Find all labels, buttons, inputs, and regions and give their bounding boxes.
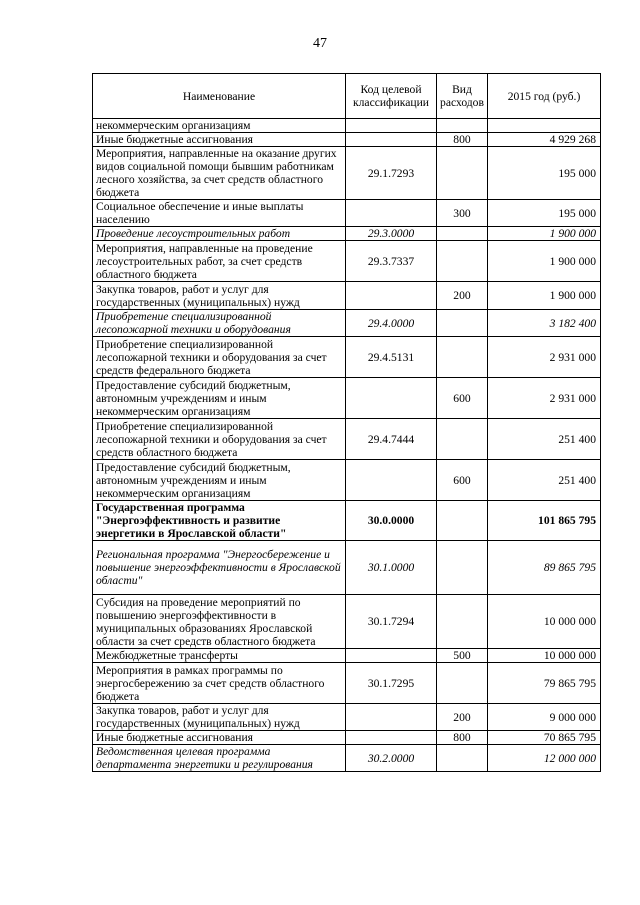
cell-code: 29.4.5131	[346, 337, 437, 378]
cell-name: Иные бюджетные ассигнования	[93, 731, 346, 745]
table-row	[93, 419, 601, 460]
table-row	[93, 133, 601, 147]
table-row	[93, 731, 601, 745]
cell-name: Предоставление субсидий бюджетным, автономным учреждениям и иным некоммерческим организациям	[93, 460, 346, 501]
cell-type	[437, 310, 488, 337]
table-row	[93, 745, 601, 772]
cell-name: Межбюджетные трансферты	[93, 649, 346, 663]
cell-name: Региональная программа "Энергосбережение и повышение энергоэффективности в Ярославской области"	[93, 541, 346, 595]
cell-amount: 9 000 000	[488, 704, 601, 731]
cell-amount: 89 865 795	[488, 541, 601, 595]
cell-code	[346, 460, 437, 501]
cell-type: 200	[437, 704, 488, 731]
cell-code: 29.1.7293	[346, 147, 437, 200]
cell-name: Субсидия на проведение мероприятий по повышению энергоэффективности в муниципальных образованиях Ярославской области за счет средств областного бюджета	[93, 595, 346, 649]
cell-type: 300	[437, 200, 488, 227]
cell-type: 600	[437, 378, 488, 419]
cell-code	[346, 133, 437, 147]
cell-name: Мероприятия в рамках программы по энергосбережению за счет средств областного бюджета	[93, 663, 346, 704]
table-row	[93, 460, 601, 501]
cell-code	[346, 200, 437, 227]
cell-type	[437, 147, 488, 200]
cell-amount: 12 000 000	[488, 745, 601, 772]
table-row	[93, 595, 601, 649]
table-row	[93, 227, 601, 241]
cell-type	[437, 337, 488, 378]
cell-name: Предоставление субсидий бюджетным, автономным учреждениям и иным некоммерческим организациям	[93, 378, 346, 419]
cell-amount: 2 931 000	[488, 337, 601, 378]
table-header-row	[93, 74, 601, 119]
cell-type: 800	[437, 133, 488, 147]
cell-type	[437, 119, 488, 133]
table-row	[93, 704, 601, 731]
cell-name: Приобретение специализированной лесопожарной техники и оборудования за счет средств областного бюджета	[93, 419, 346, 460]
cell-amount: 1 900 000	[488, 241, 601, 282]
cell-code	[346, 731, 437, 745]
cell-amount: 195 000	[488, 147, 601, 200]
cell-amount: 251 400	[488, 419, 601, 460]
table-body	[93, 119, 601, 772]
table-row	[93, 501, 601, 541]
cell-code: 30.2.0000	[346, 745, 437, 772]
cell-type	[437, 745, 488, 772]
table-row	[93, 200, 601, 227]
cell-type: 500	[437, 649, 488, 663]
cell-code	[346, 649, 437, 663]
cell-name: Иные бюджетные ассигнования	[93, 133, 346, 147]
cell-amount: 70 865 795	[488, 731, 601, 745]
cell-type: 600	[437, 460, 488, 501]
table-row	[93, 119, 601, 133]
cell-amount: 2 931 000	[488, 378, 601, 419]
cell-name: Закупка товаров, работ и услуг для государственных (муниципальных) нужд	[93, 704, 346, 731]
cell-name: Мероприятия, направленные на проведение лесоустроительных работ, за счет средств областного бюджета	[93, 241, 346, 282]
table-row	[93, 663, 601, 704]
cell-code: 30.1.7294	[346, 595, 437, 649]
cell-type	[437, 241, 488, 282]
table-row	[93, 649, 601, 663]
table-row	[93, 282, 601, 310]
cell-name: Ведомственная целевая программа департамента энергетики и регулирования	[93, 745, 346, 772]
cell-amount: 10 000 000	[488, 649, 601, 663]
cell-code	[346, 378, 437, 419]
cell-amount: 101 865 795	[488, 501, 601, 541]
cell-name: Проведение лесоустроительных работ	[93, 227, 346, 241]
cell-type: 800	[437, 731, 488, 745]
header-amount: 2015 год (руб.)	[488, 74, 601, 119]
cell-type	[437, 663, 488, 704]
cell-amount: 10 000 000	[488, 595, 601, 649]
cell-name: Социальное обеспечение и иные выплаты населению	[93, 200, 346, 227]
header-type: Вид расходов	[437, 74, 488, 119]
table-row	[93, 241, 601, 282]
cell-type	[437, 541, 488, 595]
cell-code: 29.3.0000	[346, 227, 437, 241]
page-number: 47	[313, 36, 327, 51]
cell-name: Закупка товаров, работ и услуг для государственных (муниципальных) нужд	[93, 282, 346, 310]
cell-name: Приобретение специализированной лесопожарной техники и оборудования	[93, 310, 346, 337]
cell-code	[346, 282, 437, 310]
cell-amount: 1 900 000	[488, 227, 601, 241]
budget-table	[92, 73, 601, 772]
cell-amount: 1 900 000	[488, 282, 601, 310]
cell-code: 30.1.0000	[346, 541, 437, 595]
cell-amount: 79 865 795	[488, 663, 601, 704]
cell-amount: 3 182 400	[488, 310, 601, 337]
table-row	[93, 378, 601, 419]
header-code: Код целевой классификации	[346, 74, 437, 119]
cell-type: 200	[437, 282, 488, 310]
table-row	[93, 337, 601, 378]
cell-type	[437, 595, 488, 649]
cell-type	[437, 501, 488, 541]
cell-amount	[488, 119, 601, 133]
cell-code	[346, 119, 437, 133]
header-name: Наименование	[93, 74, 346, 119]
cell-name: Мероприятия, направленные на оказание других видов социальной помощи бывшим работникам лесного хозяйства, за счет средств областного бюджета	[93, 147, 346, 200]
cell-amount: 251 400	[488, 460, 601, 501]
cell-code: 29.4.7444	[346, 419, 437, 460]
table-row	[93, 310, 601, 337]
cell-type	[437, 227, 488, 241]
cell-code: 30.0.0000	[346, 501, 437, 541]
cell-code: 30.1.7295	[346, 663, 437, 704]
cell-amount: 195 000	[488, 200, 601, 227]
cell-name: Приобретение специализированной лесопожарной техники и оборудования за счет средств федерального бюджета	[93, 337, 346, 378]
table-row	[93, 541, 601, 595]
cell-code: 29.3.7337	[346, 241, 437, 282]
cell-amount: 4 929 268	[488, 133, 601, 147]
cell-name: Государственная программа "Энергоэффективность и развитие энергетики в Ярославской области"	[93, 501, 346, 541]
cell-name: некоммерческим организациям	[93, 119, 346, 133]
table-row	[93, 147, 601, 200]
cell-type	[437, 419, 488, 460]
cell-code	[346, 704, 437, 731]
cell-code: 29.4.0000	[346, 310, 437, 337]
